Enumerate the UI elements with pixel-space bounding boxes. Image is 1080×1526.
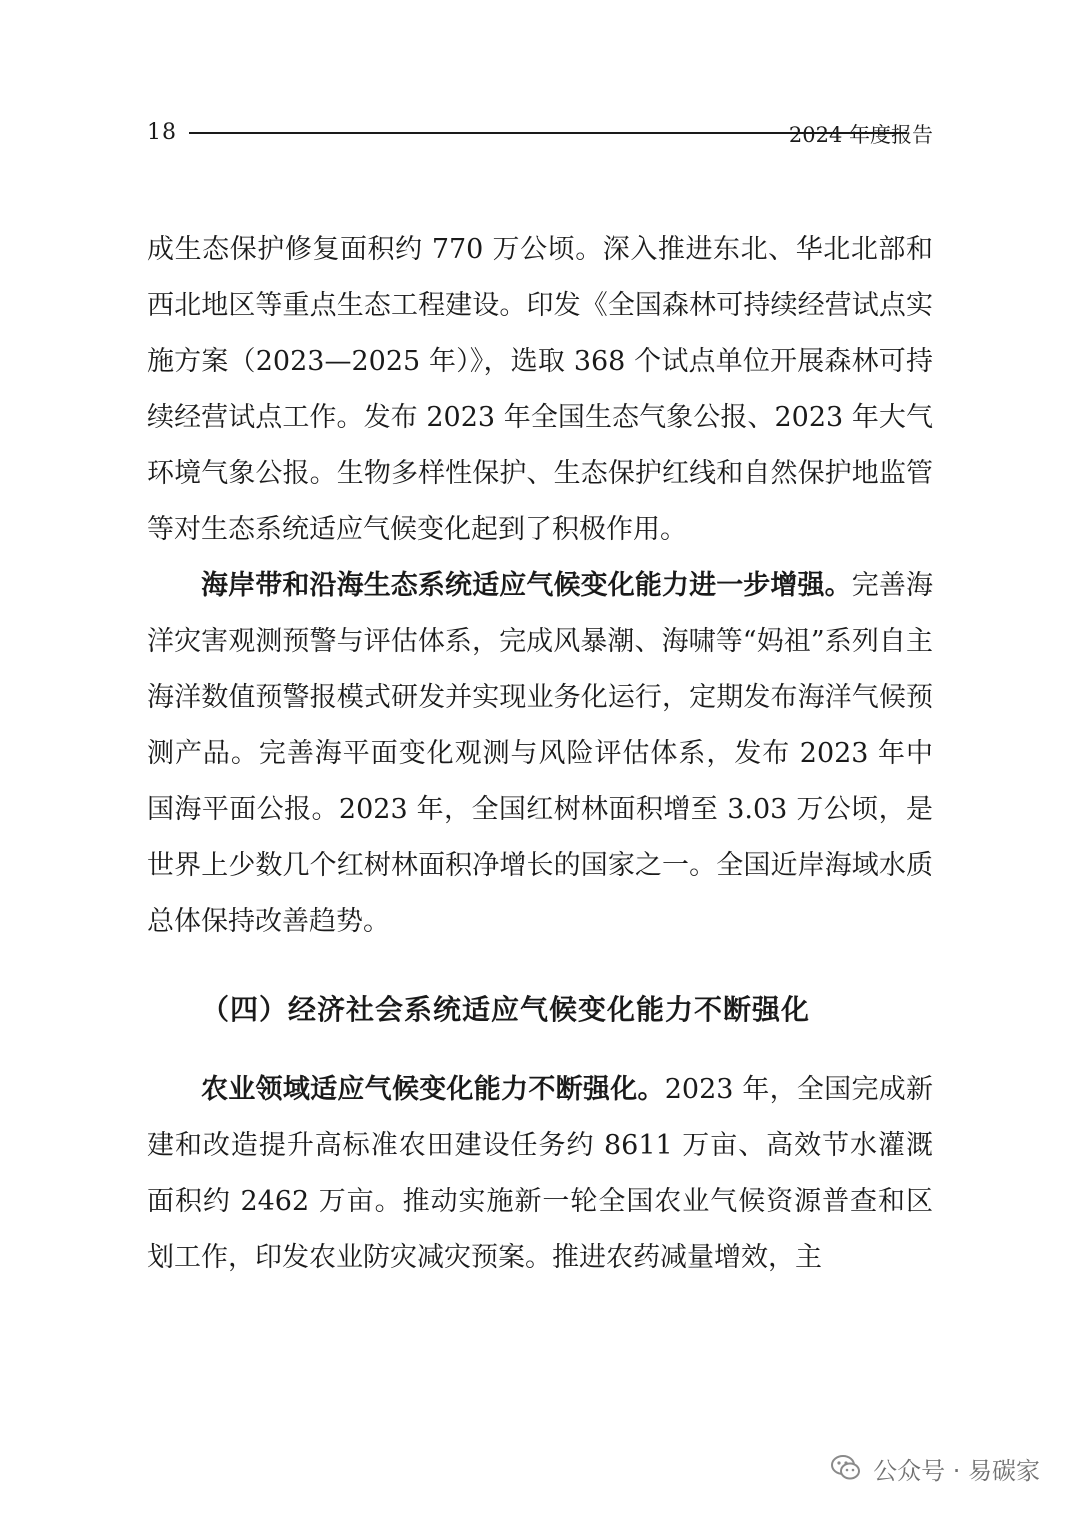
paragraph-coastal-text: 完善海洋灾害观测预警与评估体系，完成风暴潮、海啸等“妈祖”系列自主海洋数值预警报模式研发并实现业务化运行，定期发布海洋气候预测产品。完善海平面变化观测与风险评估体系，发布 2023 年中国海平面公报。2023 年，全国红树林面积增至 3.03 万公顷，是世界上少数几个红树林面积净增长的国家之一。全国近岸海域水质总体保持改善趋势。 (147, 570, 934, 937)
paragraph-ecosystem: 成生态保护修复面积约 770 万公顷。深入推进东北、华北北部和西北地区等重点生态工程建设。印发《全国森林可持续经营试点实施方案（2023—2025 年）》，选取 368 个试点单位开展森林可持续经营试点工作。发布 2023 年全国生态气象公报、2023 年大气环境气象公报。生物多样性保护、生态保护红线和自然保护地监管等对生态系统适应气候变化起到了积极作用。 (147, 234, 933, 545)
paragraph-coastal (147, 558, 933, 950)
page-number: 18 (147, 120, 177, 145)
section-heading: （四）经济社会系统适应气候变化能力不断强化 (201, 993, 811, 1026)
paragraph-agriculture-text: 2023 年，全国完成新建和改造提升高标准农田建设任务约 8611 万亩、高效节水灌溉面积约 2462 万亩。推动实施新一轮全国农业气候资源普查和区划工作，印发农业防灾减灾预案。推进农药减量增效，主 (147, 1074, 934, 1273)
page-header (147, 117, 933, 151)
page-body (147, 222, 933, 1286)
watermark (829, 1448, 1040, 1488)
paragraph-coastal-lead: 海岸带和沿海生态系统适应气候变化能力进一步增强。 (201, 570, 852, 601)
wechat-icon (829, 1451, 863, 1485)
paragraph-agriculture-lead: 农业领域适应气候变化能力不断强化。 (201, 1074, 665, 1105)
paragraph-agriculture (147, 1062, 933, 1286)
running-title: 2024 年度报告 (788, 123, 933, 147)
watermark-text: 公众号 · 易碳家 (873, 1456, 1040, 1485)
